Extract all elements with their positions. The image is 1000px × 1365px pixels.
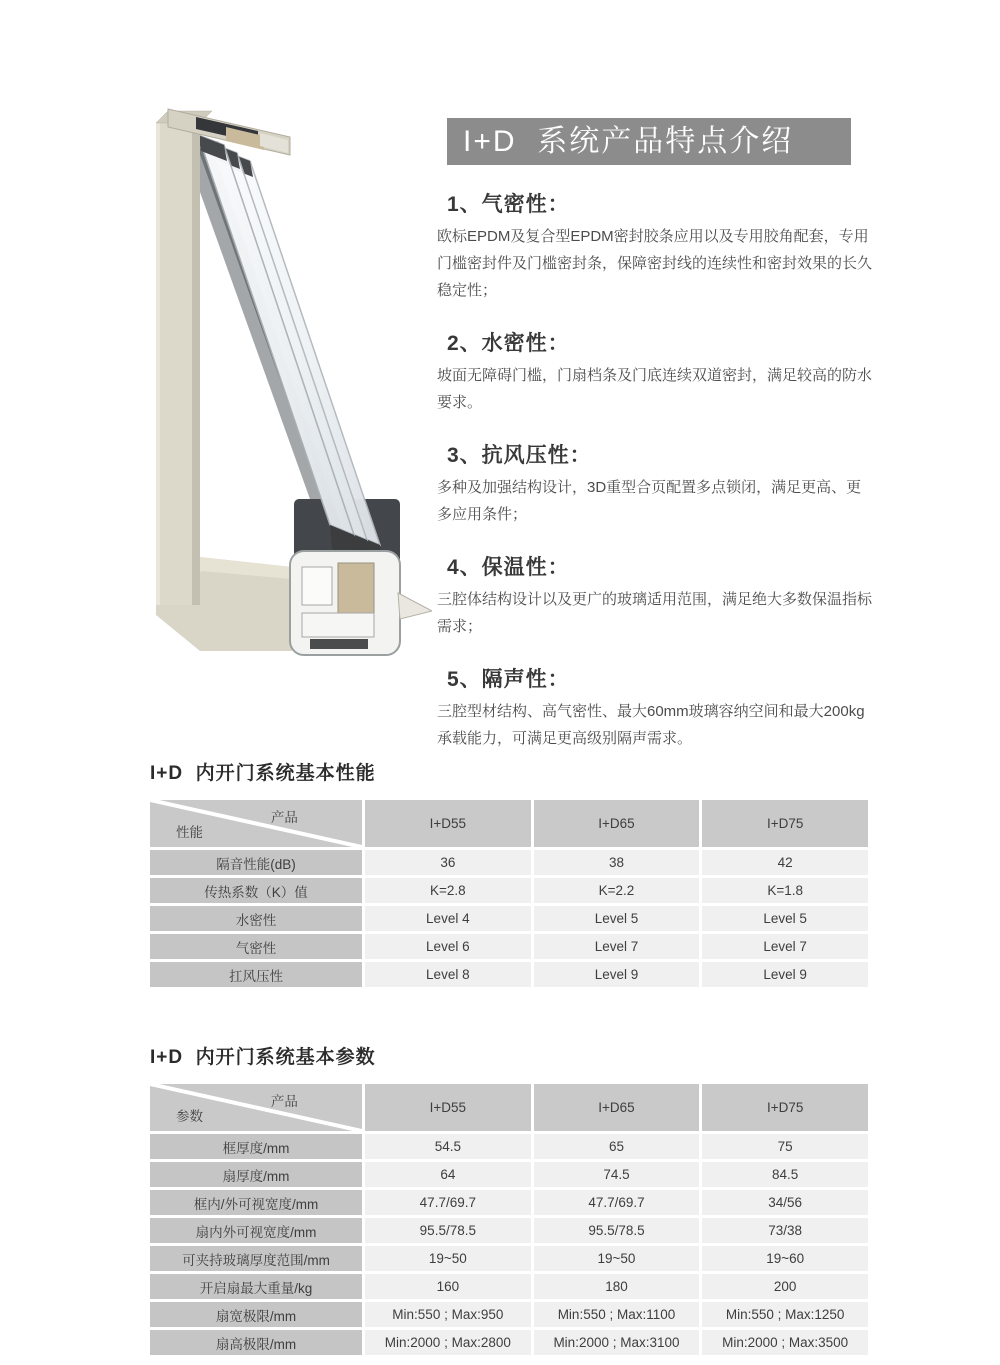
parameter-corner-cell — [150, 1084, 362, 1131]
performance-table-title: I+D 内开门系统基本性能 — [150, 763, 376, 784]
row-label: 扇厚度/mm — [150, 1162, 362, 1187]
cell-value: 95.5/78.5 — [365, 1218, 531, 1243]
table-row — [150, 934, 868, 959]
feature-body-3: 多种及加强结构设计，3D重型合页配置多点锁闭，满足更高、更多应用条件； — [437, 479, 862, 523]
feature-heading-4: 4、保温性： — [447, 556, 570, 579]
column-header: I+D75 — [702, 1084, 868, 1131]
table-row — [150, 1330, 868, 1355]
cell-value: Level 9 — [534, 962, 700, 987]
table-row — [150, 962, 868, 987]
row-label: 可夹持玻璃厚度范围/mm — [150, 1246, 362, 1271]
cell-value: 19~50 — [534, 1246, 700, 1271]
table-row — [150, 1190, 868, 1215]
row-label: 水密性 — [150, 906, 362, 931]
door-profile-image — [140, 95, 432, 663]
cell-value: K=1.8 — [702, 878, 868, 903]
parameter-table-block — [150, 1042, 874, 1358]
parameter-table — [147, 1081, 871, 1358]
row-label: 传热系数（K）值 — [150, 878, 362, 903]
cell-value: K=2.2 — [534, 878, 700, 903]
cell-value: 47.7/69.7 — [534, 1190, 700, 1215]
section-title-bar: I+D 系统产品特点介绍 — [447, 118, 851, 165]
cell-value: Level 5 — [534, 906, 700, 931]
cell-value: K=2.8 — [365, 878, 531, 903]
feature-column — [437, 118, 873, 752]
cell-value: 34/56 — [702, 1190, 868, 1215]
feature-heading-5: 5、隔声性： — [447, 668, 570, 691]
column-header: I+D75 — [702, 800, 868, 847]
cell-value: 19~50 — [365, 1246, 531, 1271]
cell-value: 47.7/69.7 — [365, 1190, 531, 1215]
performance-table — [147, 797, 871, 990]
cell-value: Level 5 — [702, 906, 868, 931]
table-row — [150, 878, 868, 903]
cell-value: 54.5 — [365, 1134, 531, 1159]
cell-value: Min:2000 ; Max:2800 — [365, 1330, 531, 1355]
row-label: 扛风压性 — [150, 962, 362, 987]
row-label: 气密性 — [150, 934, 362, 959]
column-header: I+D55 — [365, 1084, 531, 1131]
cell-value: Min:550 ; Max:1250 — [702, 1302, 868, 1327]
cell-value: 75 — [702, 1134, 868, 1159]
row-label: 扇内外可视宽度/mm — [150, 1218, 362, 1243]
cell-value: Level 9 — [702, 962, 868, 987]
table-row — [150, 1162, 868, 1187]
cell-value: 84.5 — [702, 1162, 868, 1187]
feature-body-2: 坡面无障碍门槛，门扇档条及门底连续双道密封，满足较高的防水要求。 — [437, 367, 873, 411]
cell-value: 74.5 — [534, 1162, 700, 1187]
row-label: 扇高极限/mm — [150, 1330, 362, 1355]
table-row — [150, 1302, 868, 1327]
table-row — [150, 1274, 868, 1299]
row-label: 开启扇最大重量/kg — [150, 1274, 362, 1299]
feature-body-5: 三腔型材结构、高气密性、最大60mm玻璃容纳空间和最大200kg承载能力，可满足更高级别隔声需求。 — [437, 703, 865, 747]
table-row — [150, 850, 868, 875]
feature-body-1: 欧标EPDM及复合型EPDM密封胶条应用以及专用胶角配套，专用门槛密封件及门槛密封条，保障密封线的连续性和密封效果的长久稳定性； — [437, 228, 873, 299]
cell-value: Min:550 ; Max:950 — [365, 1302, 531, 1327]
table-row — [150, 1246, 868, 1271]
door-profile-illustration — [140, 95, 432, 663]
cell-value: Min:2000 ; Max:3500 — [702, 1330, 868, 1355]
column-header: I+D65 — [534, 1084, 700, 1131]
cell-value: 64 — [365, 1162, 531, 1187]
feature-heading-1: 1、气密性： — [447, 193, 570, 216]
cell-value: 160 — [365, 1274, 531, 1299]
performance-corner-cell — [150, 800, 362, 847]
feature-body-4: 三腔体结构设计以及更广的玻璃适用范围，满足绝大多数保温指标需求； — [437, 591, 873, 635]
cell-value: 19~60 — [702, 1246, 868, 1271]
cell-value: 95.5/78.5 — [534, 1218, 700, 1243]
cell-value: Level 4 — [365, 906, 531, 931]
row-label: 框厚度/mm — [150, 1134, 362, 1159]
parameter-table-title: I+D 内开门系统基本参数 — [150, 1047, 376, 1068]
row-label: 框内/外可视宽度/mm — [150, 1190, 362, 1215]
cell-value: 42 — [702, 850, 868, 875]
cell-value: 73/38 — [702, 1218, 868, 1243]
cell-value: Level 8 — [365, 962, 531, 987]
corner-label-product: 产品 — [270, 810, 298, 825]
table-row — [150, 1218, 868, 1243]
corner-label-product: 产品 — [270, 1094, 298, 1109]
row-label: 隔音性能(dB) — [150, 850, 362, 875]
performance-table-block — [150, 758, 874, 990]
feature-heading-3: 3、抗风压性： — [447, 444, 592, 467]
feature-heading-2: 2、水密性： — [447, 332, 570, 355]
cell-value: 36 — [365, 850, 531, 875]
cell-value: 65 — [534, 1134, 700, 1159]
cell-value: Min:2000 ; Max:3100 — [534, 1330, 700, 1355]
cell-value: 38 — [534, 850, 700, 875]
table-row — [150, 906, 868, 931]
column-header: I+D65 — [534, 800, 700, 847]
cell-value: Level 7 — [534, 934, 700, 959]
cell-value: 200 — [702, 1274, 868, 1299]
corner-label-performance: 性能 — [176, 825, 203, 840]
spec-tables — [150, 758, 874, 1358]
cell-value: Level 7 — [702, 934, 868, 959]
table-row — [150, 1134, 868, 1159]
row-label: 扇宽极限/mm — [150, 1302, 362, 1327]
corner-label-parameter: 参数 — [176, 1109, 203, 1124]
cell-value: 180 — [534, 1274, 700, 1299]
column-header: I+D55 — [365, 800, 531, 847]
cell-value: Min:550 ; Max:1100 — [534, 1302, 700, 1327]
cell-value: Level 6 — [365, 934, 531, 959]
